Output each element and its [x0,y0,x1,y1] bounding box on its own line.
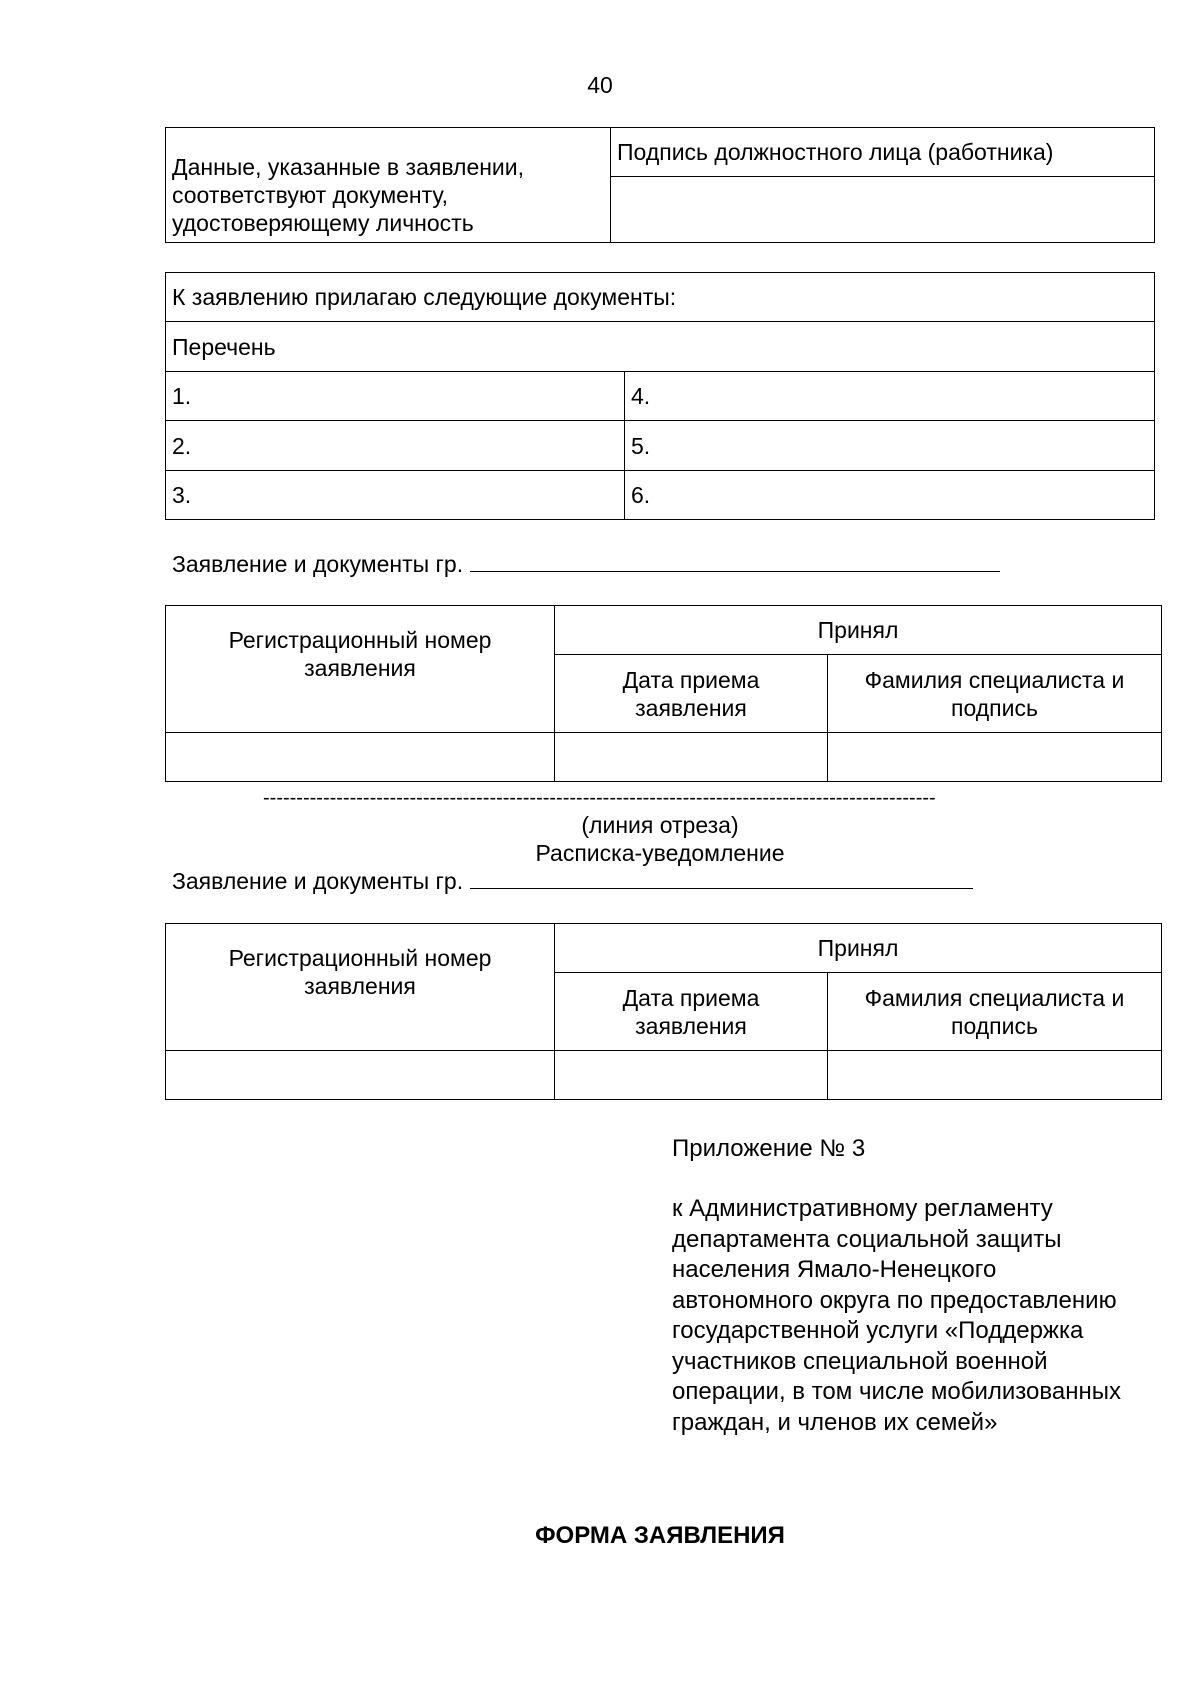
date-field[interactable] [555,733,828,782]
attachment-item[interactable]: 1. [166,372,625,421]
attachment-item[interactable]: 5. [625,421,1155,471]
attachments-table [165,272,1155,520]
page-number: 40 [587,72,613,98]
applicant-line-1 [172,551,1000,578]
attachment-item[interactable]: 3. [166,471,625,520]
attachments-heading: К заявлению прилагаю следующие документы: [166,273,1155,322]
applicant-name-field[interactable] [470,868,973,889]
applicant-line-label: Заявление и документы гр. [172,868,464,894]
cut-line-label: (линия отреза) [581,812,739,838]
signature-header: Подпись должностного лица (работника) [611,128,1155,177]
specialist-field[interactable] [828,733,1162,782]
attachments-list-label: Перечень [166,322,1155,372]
specialist-header: Фамилия специалиста и подпись [828,973,1162,1051]
attachment-item[interactable]: 6. [625,471,1155,520]
appendix-text: к Административному регламенту департамента социальной защиты населения Ямало-Ненецкого автономного округа по предоставлению государственной услуги «Поддержка участников специальной военной операции, в том числе мобилизованных граждан, и членов их семей» [672,1195,1121,1436]
attachment-item[interactable]: 2. [166,421,625,471]
verification-text: Данные, указанные в заявлении, соответствуют документу, удостоверяющему личность [166,128,611,243]
registration-table-1 [165,605,1162,782]
attachment-item[interactable]: 4. [625,372,1155,421]
specialist-header: Фамилия специалиста и подпись [828,655,1162,733]
accepted-header: Принял [555,606,1162,655]
reg-number-header: Регистрационный номер заявления [166,924,555,1051]
reg-number-header: Регистрационный номер заявления [166,606,555,733]
verification-table [165,127,1155,243]
date-header: Дата приема заявления [555,973,828,1051]
appendix-number: Приложение № 3 [672,1135,866,1162]
applicant-name-field[interactable] [470,551,1000,572]
signature-field[interactable] [611,177,1155,243]
reg-number-field[interactable] [166,733,555,782]
specialist-field[interactable] [828,1051,1162,1100]
reg-number-field[interactable] [166,1051,555,1100]
registration-table-2 [165,923,1162,1100]
applicant-line-label: Заявление и документы гр. [172,551,464,577]
date-field[interactable] [555,1051,828,1100]
receipt-title: Расписка-уведомление [535,840,785,866]
applicant-line-2 [172,868,973,895]
form-title: ФОРМА ЗАЯВЛЕНИЯ [535,1522,785,1549]
cut-line: ----------------------------------------------------------------------------------------------------- [263,787,936,809]
date-header: Дата приема заявления [555,655,828,733]
accepted-header: Принял [555,924,1162,973]
